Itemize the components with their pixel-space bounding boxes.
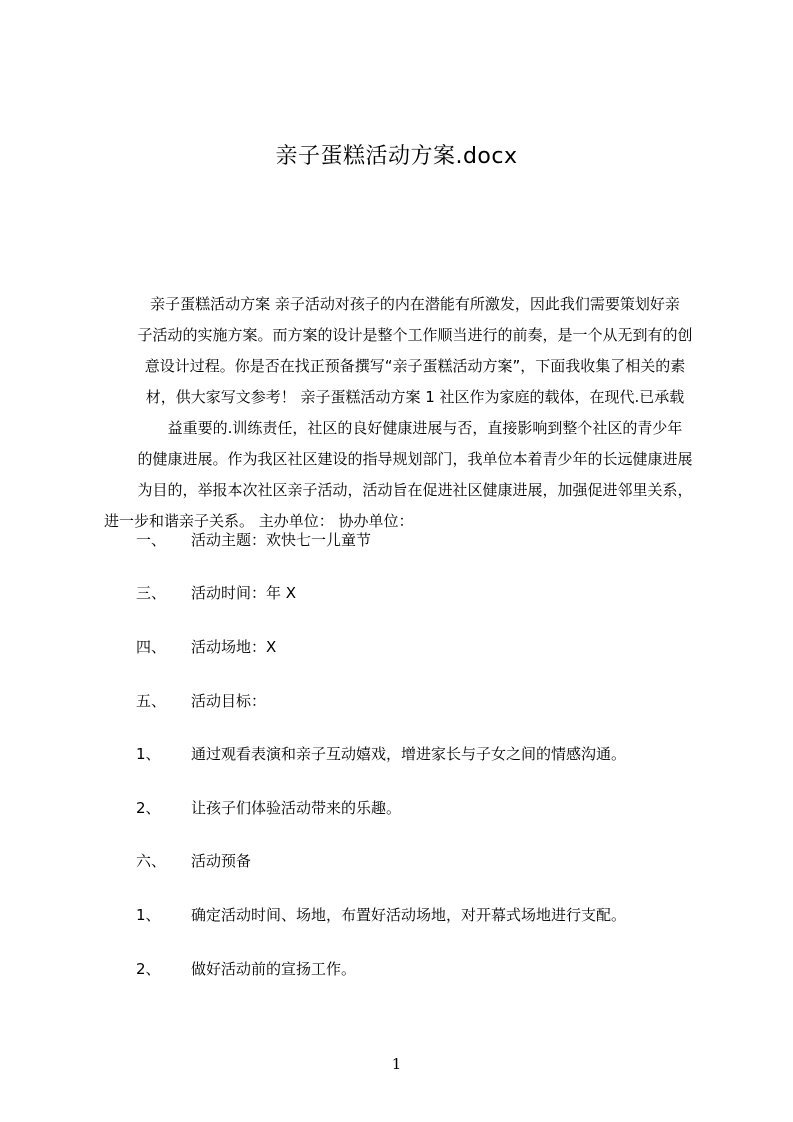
item-text: 活动场地：X [191,638,277,656]
item-text: 活动时间：年 X [191,584,297,602]
list-item [0,954,793,984]
item-number: 2、 [136,799,161,817]
list-item [0,686,793,716]
item-number: 五、 [136,692,167,710]
item-text: 活动预备 [191,852,252,870]
item-text: 活动主题：欢快七一儿童节 [191,531,372,549]
intro-line: 子活动的实施方案。而方案的设计是整个工作顺当进行的前奏，是一个从无到有的创 [137,326,693,344]
list-item [0,632,793,662]
list-item [0,793,793,823]
list-item [0,900,793,930]
item-text: 确定活动时间、场地，布置好活动场地，对开幕式场地进行支配。 [191,906,627,924]
item-text: 做好活动前的宣扬工作。 [191,960,357,978]
item-text: 通过观看表演和亲子互动嬉戏，增进家长与子女之间的情感沟通。 [191,745,627,763]
intro-line: 益重要的.训练责任，社区的良好健康进展与否，直接影响到整个社区的青少年 [167,419,683,437]
item-text: 让孩子们体验活动带来的乐趣。 [191,799,402,817]
item-text: 活动目标： [191,692,267,710]
intro-line: 进一步和谐亲子关系。 主办单位： 协办单位： [104,512,414,530]
intro-paragraph [104,289,726,537]
item-number: 三、 [136,584,167,602]
item-number: 1、 [136,906,161,924]
item-number: 四、 [136,638,167,656]
intro-line: 亲子蛋糕活动方案 亲子活动对孩子的内在潜能有所激发，因此我们需要策划好亲 [150,295,680,313]
item-number: 2、 [136,960,161,978]
page-number: 1 [391,1055,402,1073]
item-number: 1、 [136,745,161,763]
list-item [0,739,793,769]
intro-line: 材，供大家写文参考！ 亲子蛋糕活动方案 1 社区作为家庭的载体，在现代.已承载 [145,388,685,406]
document-title: 亲子蛋糕活动方案.docx [275,144,518,169]
list-item [0,525,793,555]
item-number: 一、 [136,531,167,549]
intro-line: 的健康进展。作为我区社区建设的指导规划部门，我单位本着青少年的长远健康进展 [137,450,693,468]
intro-line: 为目的，举报本次社区亲子活动，活动旨在促进社区健康进展，加强促进邻里关系， [137,481,693,499]
item-number: 六、 [136,852,167,870]
list-item [0,578,793,608]
list-item [0,846,793,876]
intro-line: 意设计过程。你是否在找正预备撰写“亲子蛋糕活动方案”，下面我收集了相关的素 [144,357,686,375]
